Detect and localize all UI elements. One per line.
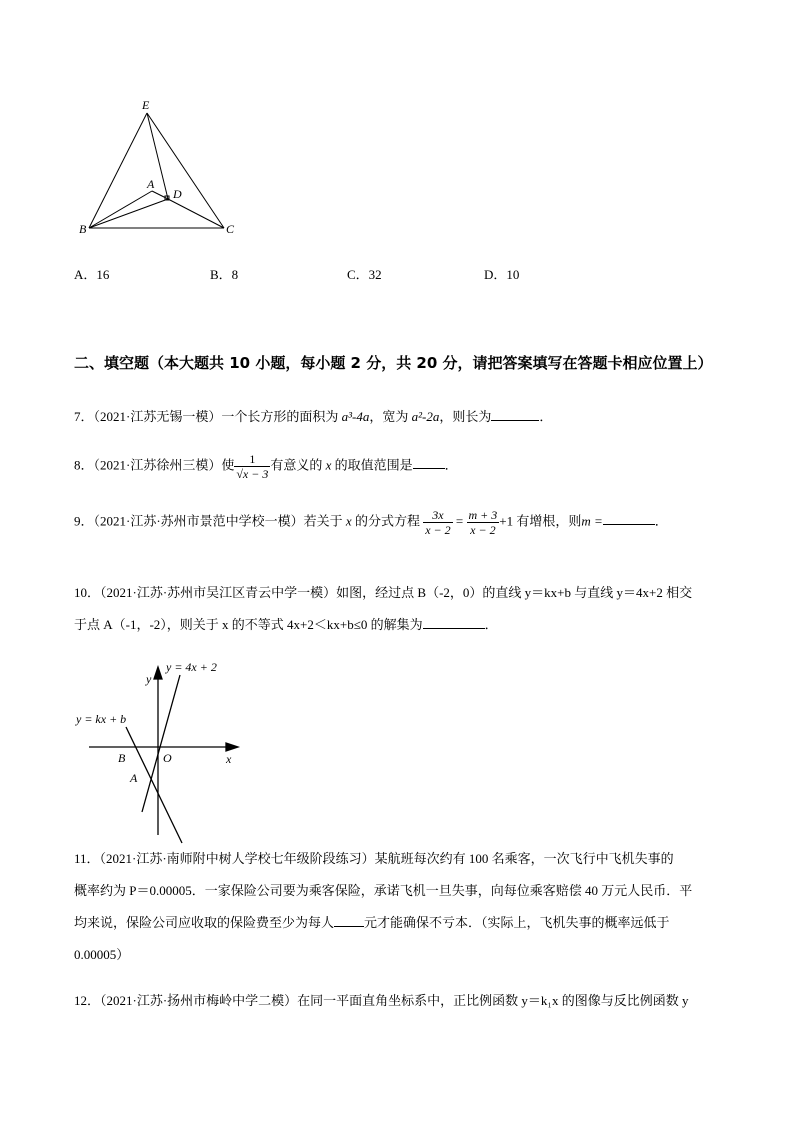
- q7-end: ．: [539, 409, 553, 424]
- q9-num1: 3x: [423, 508, 452, 523]
- q9-end: ．: [654, 513, 668, 529]
- label-D: D: [173, 187, 182, 201]
- question-11-line3: [74, 912, 670, 931]
- q9-frac-left: [423, 508, 452, 537]
- question-11-line4: 0.00005）: [74, 947, 130, 962]
- q11-text-suffix: 元才能确保不亏本．（实际上，飞机失事的概率远低于: [364, 915, 670, 930]
- question-12-line1: 12．（2021·江苏·扬州市梅岭中学二模）在同一平面直角坐标系中，正比例函数 y＝k₁x 的图像与反比例函数 y: [74, 993, 689, 1008]
- question-10-line1: 10．（2021·江苏·苏州市吴江区青云中学一模）如图，经过点 B（-2，0）的直线 y＝kx+b 与直线 y＝4x+2 相交: [74, 585, 693, 600]
- q9-text: 9．（2021·江苏·苏州市景范中学校一模）若关于: [74, 513, 346, 529]
- question-10-line2: [74, 614, 498, 633]
- question-9: [74, 508, 668, 537]
- q7-text-mid: ，宽为: [369, 409, 412, 424]
- label-A: A: [130, 771, 138, 785]
- q8-text-suffix: 的取值范围是: [331, 457, 413, 473]
- label-line-kxb: y = kx + b: [76, 712, 127, 726]
- q9-var: x: [345, 513, 352, 529]
- q8-fraction: [234, 452, 270, 481]
- label-B: B: [118, 751, 126, 765]
- q11-text: 均来说，保险公司应收取的保险费至少为每人: [74, 915, 335, 930]
- q9-answer-blank[interactable]: [603, 512, 655, 525]
- label-origin: O: [163, 751, 172, 765]
- q9-m: m =: [581, 513, 603, 529]
- q9-text-suffix: +1 有增根，则: [499, 513, 582, 529]
- q7-area: a³-4a: [341, 409, 370, 424]
- label-B: B: [79, 222, 87, 236]
- q9-den1: x − 2: [425, 523, 451, 537]
- triangle-figure: [70, 95, 250, 245]
- q10-text: 于点 A（-1，-2），则关于 x 的不等式 4x+2＜kx+b≤0 的解集为: [74, 617, 423, 632]
- option-d[interactable]: D．10: [484, 267, 520, 282]
- section-title: 二、填空题（本大题共 10 小题，每小题 2 分，共 20 分，请把答案填写在答题卡相应位置上）: [74, 354, 713, 372]
- q9-frac-right: [467, 508, 500, 537]
- q8-text: 8．（2021·江苏徐州三模）使: [74, 457, 235, 473]
- q8-answer-blank[interactable]: [413, 456, 445, 469]
- q7-text: 7．（2021·江苏无锡一模）一个长方形的面积为: [74, 409, 342, 424]
- q8-numerator: 1: [234, 452, 270, 467]
- q9-num2: m + 3: [468, 508, 498, 522]
- q9-den2: x − 2: [470, 523, 496, 537]
- q9-eq: =: [452, 513, 467, 529]
- q11-answer-blank[interactable]: [334, 914, 364, 927]
- q10-answer-blank[interactable]: [423, 616, 485, 629]
- option-a[interactable]: A．16: [74, 267, 110, 282]
- graph-figure: [74, 655, 254, 845]
- question-8: [74, 452, 458, 481]
- label-line-4x2: y = 4x + 2: [166, 660, 217, 674]
- option-c[interactable]: C．32: [347, 267, 382, 282]
- label-y-axis: y: [146, 672, 152, 686]
- q7-text-suffix: ，则长为: [439, 409, 492, 424]
- question-7: [74, 406, 552, 425]
- q10-end: ．: [484, 617, 498, 632]
- q9-text-mid: 的分式方程: [351, 513, 424, 529]
- label-C: C: [226, 222, 235, 236]
- q8-denominator: √x − 3: [236, 467, 269, 481]
- q8-text-mid: 有意义的: [270, 457, 326, 473]
- question-11-line2: 概率约为 P＝0.00005．一家保险公司要为乘客保险，承诺飞机一旦失事，向每位乘客赔偿 40 万元人民币．平: [74, 883, 693, 898]
- option-b[interactable]: B．8: [210, 267, 239, 282]
- q7-answer-blank[interactable]: [491, 408, 539, 421]
- question-11-line1: 11．（2021·江苏·南师附中树人学校七年级阶段练习）某航班每次约有 100 名乘客，一次飞行中飞机失事的: [74, 851, 674, 866]
- label-A: A: [147, 177, 155, 191]
- q8-end: ．: [444, 457, 458, 473]
- q7-width: a²-2a: [411, 409, 440, 424]
- label-E: E: [142, 98, 150, 112]
- q8-var: x: [325, 457, 332, 473]
- label-x-axis: x: [226, 752, 232, 766]
